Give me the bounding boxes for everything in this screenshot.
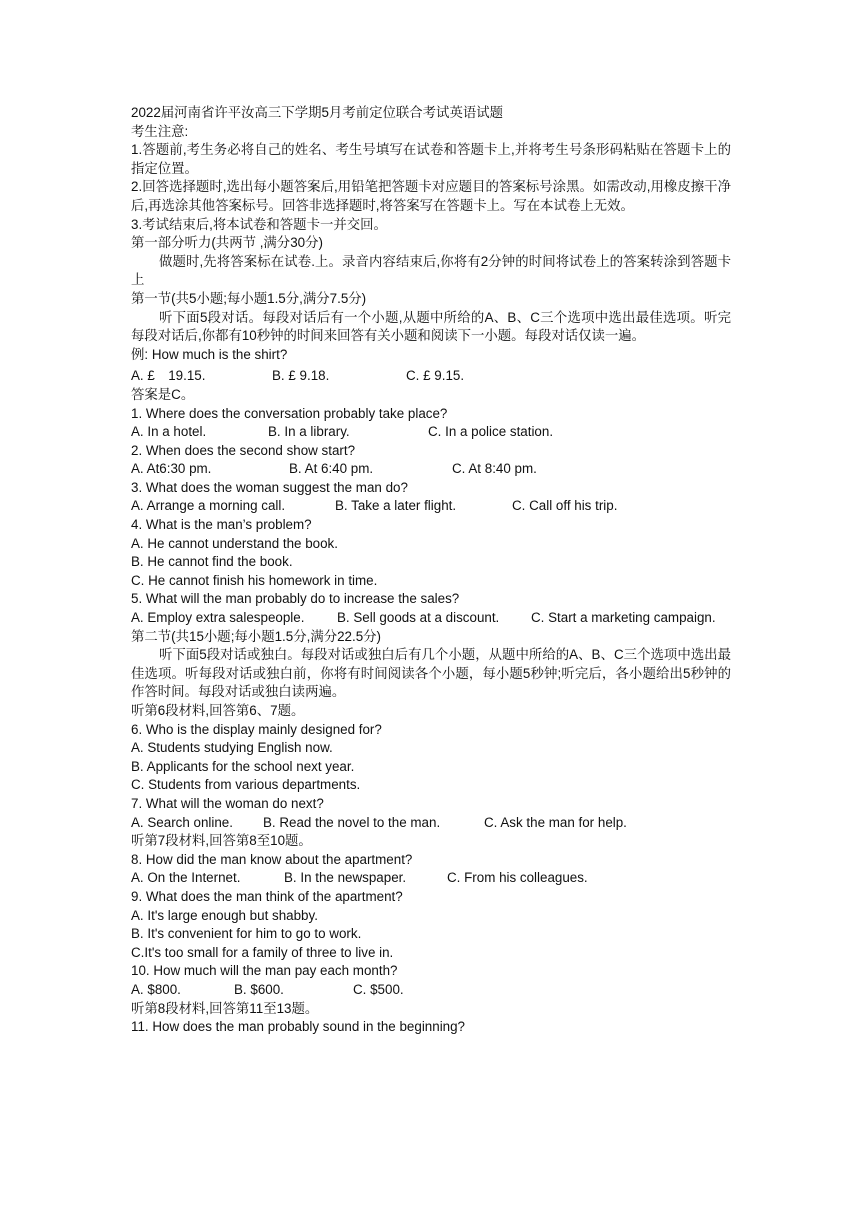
section1-intro: 听下面5段对话。每段对话后有一个小题,从题中所给的A、B、C三个选项中选出最佳选项。听完每段对话后,你都有10秒钟的时间来回答有关小题和阅读下一小题。每段对话仅读一遍。 [131,309,731,344]
question-6-option-b: B. Applicants for the school next year. [131,758,355,774]
option-a: A. In a hotel. [131,424,207,440]
material-6-heading: 听第6段材料,回答第6、7题。 [131,703,305,718]
notice-heading: 考生注意: [131,123,189,139]
option-a: A. Search online. [131,814,233,830]
option-c: C. In a police station. [428,424,554,440]
question-6-option-a: A. Students studying English now. [131,740,333,756]
option-b: B. In a library. [268,424,350,440]
option-b: B. $600. [234,981,284,997]
option-b: B. Read the novel to the man. [263,814,441,830]
option-c: C. Call off his trip. [512,498,618,514]
example-question: 例: How much is the shirt? [131,346,288,362]
option-a: A. Arrange a morning call. [131,498,286,514]
question-4-option-b: B. He cannot find the book. [131,554,293,570]
question-4-option-a: A. He cannot understand the book. [131,535,338,551]
question-11: 11. How does the man probably sound in the beginning? [131,1019,466,1035]
question-5: 5. What will the man probably do to increase the sales? [131,591,460,607]
question-6-option-c: C. Students from various departments. [131,777,361,793]
question-4: 4. What is the man’s problem? [131,517,312,533]
example-options [131,367,731,386]
option-c: C. $500. [353,981,404,997]
option-c: C. From his colleagues. [447,870,588,886]
section2-heading: 第二节(共15小题;每小题1.5分,满分22.5分) [131,628,382,644]
material-7-heading: 听第7段材料,回答第8至10题。 [131,833,312,849]
question-5-options [131,609,731,628]
option-b: B. In the newspaper. [284,870,407,886]
question-9-option-c: C.It's too small for a family of three to live in. [131,944,394,960]
question-8-options [131,869,731,888]
part1-heading: 第一部分听力(共两节 ,满分30分) [131,235,323,251]
question-1-options [131,423,731,442]
option-c: C. £ 9.15. [406,368,465,384]
question-9: 9. What does the man think of the apartment? [131,888,403,904]
option-b: B. Take a later flight. [335,498,457,514]
notice-item-1: 1.答题前,考生务必将自己的姓名、考生号填写在试卷和答题卡上,并将考生号条形码粘贴在答题卡上的指定位置。 [131,142,731,176]
option-a: A. $800. [131,981,181,997]
example-answer: 答案是C。 [131,386,195,402]
page-title: 2022届河南省许平汝高三下学期5月考前定位联合考试英语试题 [131,105,503,120]
question-8: 8. How did the man know about the apartment? [131,851,413,867]
section2-intro: 听下面5段对话或独白。每段对话或独白后有几个小题，从题中所给的A、B、C三个选项中选出最佳选项。听每段对话或独白前，你将有时间阅读各个小题，每小题5秒钟;听完后，各小题给出5秒钟的作答时间。每段对话或独白读两遍。 [131,647,731,700]
question-7-options [131,814,731,833]
option-c: C. Ask the man for help. [484,814,627,830]
option-c: C. Start a marketing campaign. [531,610,716,626]
question-10: 10. How much will the man pay each month? [131,963,398,979]
exam-page [131,104,731,1037]
option-c: C. At 8:40 pm. [452,461,537,477]
question-7: 7. What will the woman do next? [131,795,324,811]
part1-intro: 做题时,先将答案标在试卷.上。录音内容结束后,你将有2分钟的时间将试卷上的答案转涂到答题卡上 [131,253,731,288]
question-9-option-a: A. It's large enough but shabby. [131,907,318,923]
question-2: 2. When does the second show start? [131,442,356,458]
option-b: B. Sell goods at a discount. [337,610,500,626]
question-4-option-c: C. He cannot finish his homework in time. [131,572,378,588]
option-a: A. Employ extra salespeople. [131,610,305,626]
question-3-options [131,497,731,516]
question-3: 3. What does the woman suggest the man do? [131,479,408,495]
option-a: A. £ 19.15. [131,368,206,384]
option-a: A. At6:30 pm. [131,461,212,477]
question-9-option-b: B. It's convenient for him to go to work. [131,926,362,942]
material-8-heading: 听第8段材料,回答第11至13题。 [131,1000,319,1016]
question-6: 6. Who is the display mainly designed for? [131,721,382,737]
option-a: A. On the Internet. [131,870,241,886]
notice-item-3: 3.考试结束后,将本试卷和答题卡一并交回。 [131,216,387,232]
section1-heading: 第一节(共5小题;每小题1.5分,满分7.5分) [131,290,367,306]
notice-item-2: 2.回答选择题时,选出每小题答案后,用铅笔把答题卡对应题目的答案标号涂黑。如需改动,用橡皮擦干净后,再选涂其他答案标号。回答非选择题时,将答案写在答题卡上。写在本试卷上无效。 [131,179,731,213]
option-b: B. £ 9.18. [272,368,330,384]
question-2-options [131,460,731,479]
question-10-options [131,981,731,1000]
option-b: B. At 6:40 pm. [289,461,374,477]
question-1: 1. Where does the conversation probably take place? [131,405,448,421]
